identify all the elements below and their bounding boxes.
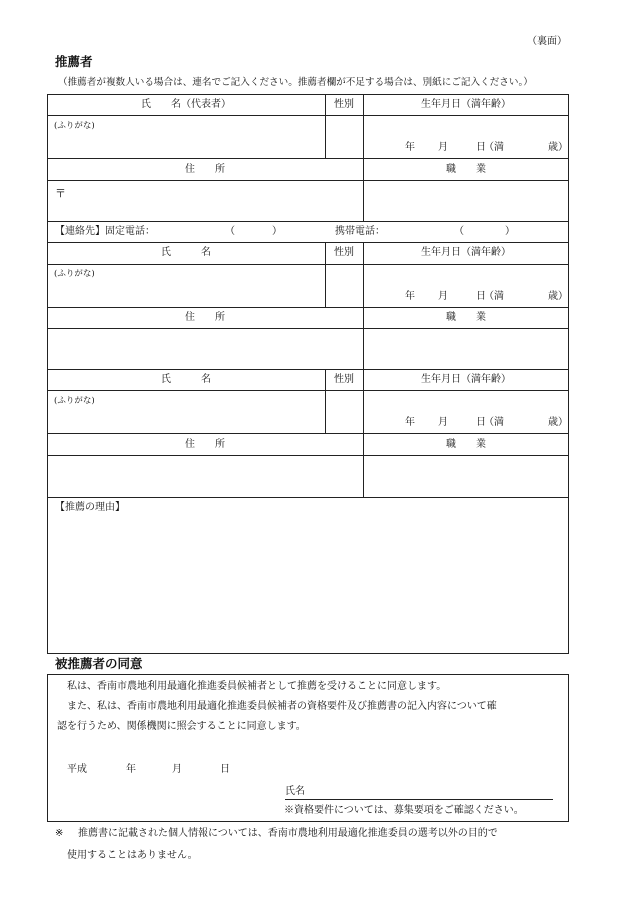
name-header: 氏 名 <box>161 247 211 258</box>
address-header: 住 所 <box>185 439 225 450</box>
consent-section-title: 被推薦者の同意 <box>55 656 143 671</box>
job-header: 職 業 <box>446 439 486 450</box>
furigana-label: (ふりがな) <box>54 396 95 406</box>
furigana-label: (ふりがな) <box>54 121 95 131</box>
footnote-line-1: 推薦書に記載された個人情報については、香南市農地利用最適化推進委員の選考以外の目的で <box>78 828 498 839</box>
address-header: 住 所 <box>185 164 225 175</box>
page: （裏面） 推薦者 （推薦者が複数人いる場合は、連名でご記入ください。推薦者欄が不足する場合は、別紙にご記入ください。） 氏 名（代表者） 性別 生年月日（満年齢） (ふりがな) 年 月 日 （満 歳） 住 所 職 業 〒 【連絡先】固定電話： （ ） 携帯電話： （ ） 氏 名 性別 生年月日（満年齢） (ふりがな) 年 月 日 （満 歳） 住 所 職 業 氏 名 性別 生年月日（満年齢） (ふりがな) 年 月 日 （満 歳） 住 所 職 業 【推薦の理由】 被推薦者の同意 私は、香南市農地利用最適化推進委員候補者として推薦を受けることに同意します。 また、私は、香南市農地利用最適化推進委員候補者の資格要件及び推薦書の記入内容について確 認を行うため、関係機関に照会することに同意します。 平成 年 月 日 氏名 ※資格要件については、募集要項をご確認ください。 ※ 推薦書に記載された個人情報については、香南市農地利用最適化推進委員の選考以外の目的で 使用することはありません。 <box>0 0 630 903</box>
name-header: 氏 名 <box>161 374 211 385</box>
recommender-section-title: 推薦者 <box>55 54 93 69</box>
signature-label: 氏名 <box>285 786 305 797</box>
furigana-label: (ふりがな) <box>54 269 95 279</box>
footnote-mark: ※ <box>55 828 64 839</box>
consent-line-2a: また、私は、香南市農地利用最適化推進委員候補者の資格要件及び推薦書の記入内容について確 <box>67 701 497 712</box>
footnote-line-2: 使用することはありません。 <box>67 850 198 861</box>
postal-mark: 〒 <box>55 187 66 200</box>
sex-header: 性別 <box>334 247 354 258</box>
birth-header: 生年月日（満年齢） <box>421 374 511 385</box>
recommender-note: （推薦者が複数人いる場合は、連名でご記入ください。推薦者欄が不足する場合は、別紙にご記入ください。） <box>58 77 533 88</box>
sex-header: 性別 <box>334 374 354 385</box>
name-header-representative: 氏 名（代表者） <box>141 99 231 110</box>
consent-line-1: 私は、香南市農地利用最適化推進委員候補者として推薦を受けることに同意します。 <box>67 681 447 692</box>
sex-header: 性別 <box>334 99 354 110</box>
reason-label: 【推薦の理由】 <box>55 502 125 513</box>
birth-header: 生年月日（満年齢） <box>421 247 511 258</box>
job-header: 職 業 <box>446 312 486 323</box>
birth-header: 生年月日（満年齢） <box>421 99 511 110</box>
signature-line <box>285 799 553 800</box>
requirements-note: ※資格要件については、募集要項をご確認ください。 <box>284 805 524 816</box>
consent-line-2b: 認を行うため、関係機関に照会することに同意します。 <box>57 721 306 732</box>
page-side-label: （裏面） <box>527 36 567 47</box>
job-header: 職 業 <box>446 164 486 175</box>
address-header: 住 所 <box>185 312 225 323</box>
